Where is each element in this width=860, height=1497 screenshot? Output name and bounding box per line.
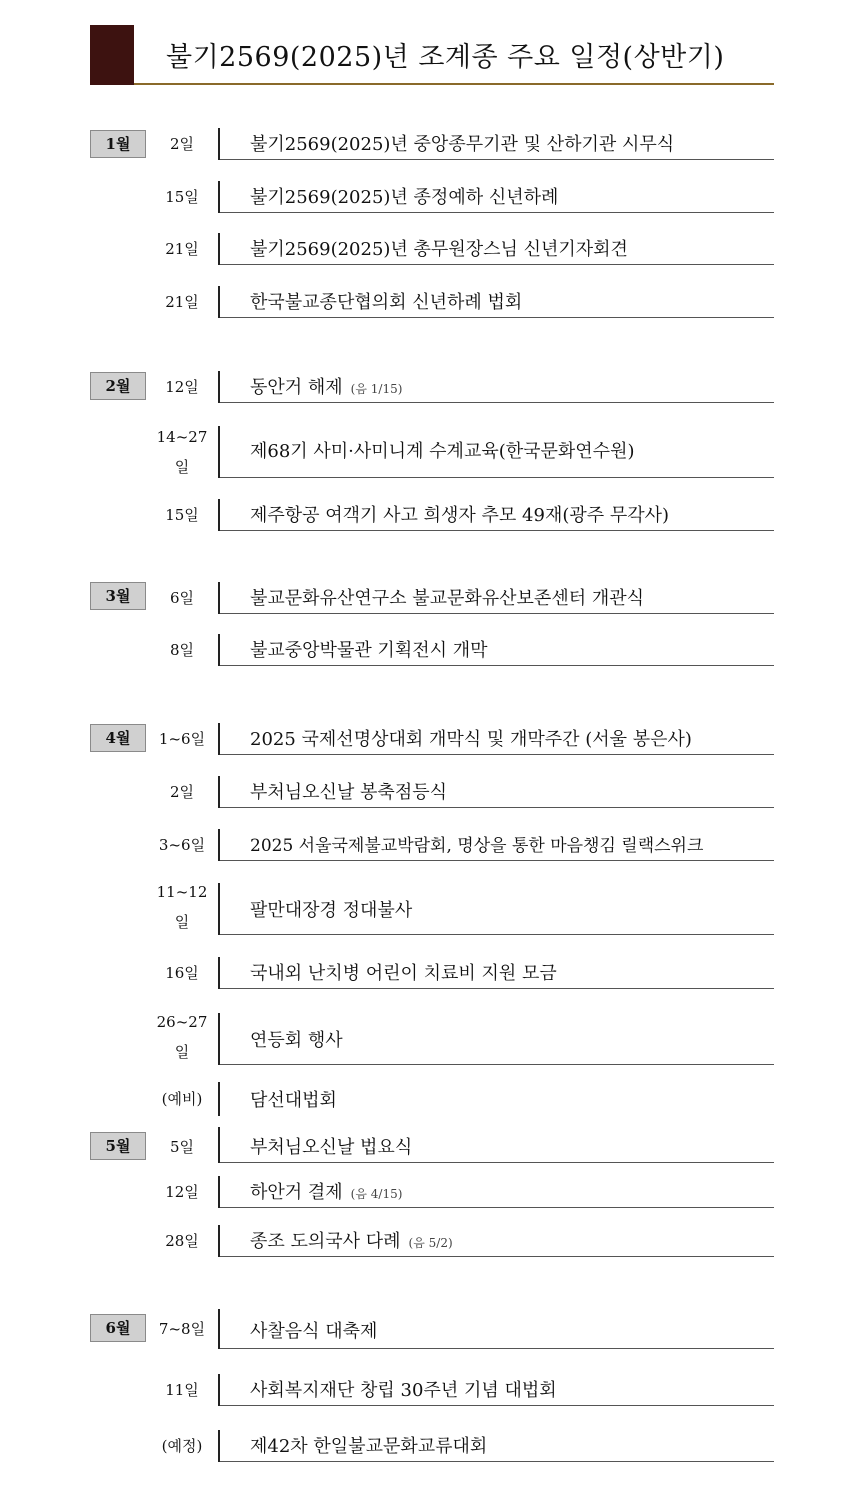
event-title: 불교문화유산연구소 불교문화유산보존센터 개관식 <box>250 588 644 609</box>
month-badge-feb: 2월 <box>90 372 146 400</box>
schedule-row <box>150 229 774 265</box>
event-day: (예비) <box>161 1090 203 1108</box>
row-rule <box>220 159 774 160</box>
schedule-row <box>150 953 774 989</box>
event-day: 6일 <box>169 589 195 607</box>
event-title: 연등회 행사 <box>250 1030 343 1051</box>
row-divider <box>218 426 220 478</box>
row-divider <box>218 233 220 265</box>
row-divider <box>218 1309 220 1349</box>
row-divider <box>218 181 220 213</box>
schedule-row <box>150 495 774 531</box>
event-day: 14~27 일 <box>156 428 208 476</box>
event-day: 16일 <box>165 964 199 982</box>
event-title: 종조 도의국사 다례 (음 5/2) <box>250 1231 453 1252</box>
event-title: 제주항공 여객기 사고 희생자 추모 49재(광주 무각사) <box>250 505 670 526</box>
schedule-row <box>150 772 774 808</box>
month-badge-jun: 6월 <box>90 1314 146 1342</box>
row-divider <box>218 957 220 989</box>
row-rule <box>220 1162 774 1163</box>
event-title: 팔만대장경 정대불사 <box>250 900 413 921</box>
row-divider <box>218 371 220 403</box>
event-day: 1~6일 <box>158 730 206 748</box>
row-divider <box>218 1127 220 1163</box>
event-day: 21일 <box>165 240 199 258</box>
event-title: 불기2569(2025)년 종정예하 신년하례 <box>250 187 559 208</box>
row-divider <box>218 286 220 318</box>
row-rule <box>220 665 774 666</box>
event-title: 부처님오신날 법요식 <box>250 1137 413 1158</box>
row-rule <box>220 317 774 318</box>
event-day: 5일 <box>169 1138 195 1156</box>
row-rule <box>220 530 774 531</box>
row-divider <box>218 499 220 531</box>
event-day: 15일 <box>165 188 199 206</box>
schedule-row <box>150 1370 774 1406</box>
schedule-row <box>150 578 774 614</box>
row-divider <box>218 1013 220 1065</box>
row-divider <box>218 634 220 666</box>
event-title: 불교중앙박물관 기획전시 개막 <box>250 640 488 661</box>
event-day: 15일 <box>165 506 199 524</box>
event-title: 불기2569(2025)년 중앙종무기관 및 산하기관 시무식 <box>250 134 675 155</box>
row-rule <box>220 807 774 808</box>
event-day: 28일 <box>165 1232 199 1250</box>
row-divider <box>218 128 220 160</box>
schedule-row <box>150 177 774 213</box>
event-title: 사회복지재단 창립 30주년 기념 대법회 <box>250 1380 557 1401</box>
event-title: 담선대법회 <box>250 1090 337 1111</box>
schedule-row <box>150 367 774 403</box>
event-title: 하안거 결제 (음 4/15) <box>250 1182 403 1203</box>
event-day: 12일 <box>165 1183 199 1201</box>
schedule-row <box>150 825 774 861</box>
row-rule <box>220 402 774 403</box>
schedule-row <box>150 124 774 160</box>
event-title: 한국불교종단협의회 신년하례 법회 <box>250 292 523 313</box>
row-divider <box>218 1082 220 1116</box>
event-day: 11~12 일 <box>156 883 208 931</box>
page-header <box>90 25 774 85</box>
month-badge-jan: 1월 <box>90 130 146 158</box>
row-rule <box>220 477 774 478</box>
row-rule <box>220 212 774 213</box>
schedule-row <box>150 719 774 755</box>
event-title: 부처님오신날 봉축점등식 <box>250 782 447 803</box>
schedule-row <box>150 282 774 318</box>
schedule-row <box>150 1127 774 1163</box>
event-day: 2일 <box>169 135 195 153</box>
event-title: 국내외 난치병 어린이 치료비 지원 모금 <box>250 963 557 984</box>
schedule-row <box>150 630 774 666</box>
schedule-row <box>150 1221 774 1257</box>
event-day: 7~8일 <box>158 1320 206 1338</box>
row-divider <box>218 776 220 808</box>
event-day: 26~27 일 <box>156 1013 208 1061</box>
schedule-row <box>150 1080 774 1116</box>
row-rule <box>220 988 774 989</box>
row-rule <box>220 1064 774 1065</box>
title-underline <box>134 83 774 85</box>
schedule-row <box>150 1309 774 1349</box>
row-rule <box>220 1461 774 1462</box>
event-day: (예정) <box>161 1437 203 1455</box>
row-rule <box>220 613 774 614</box>
event-title: 제68기 사미·사미니계 수계교육(한국문화연수원) <box>250 441 635 462</box>
month-badge-apr: 4월 <box>90 724 146 752</box>
row-divider <box>218 829 220 861</box>
event-day: 21일 <box>165 293 199 311</box>
row-rule <box>220 1348 774 1349</box>
schedule-row <box>150 877 774 935</box>
event-day: 2일 <box>169 783 195 801</box>
schedule-row <box>150 1172 774 1208</box>
event-title: 사찰음식 대축제 <box>250 1321 378 1342</box>
row-divider <box>218 1430 220 1462</box>
row-divider <box>218 1374 220 1406</box>
month-badge-may: 5월 <box>90 1132 146 1160</box>
schedule-row <box>150 420 774 478</box>
page-title: 불기2569(2025)년 조계종 주요 일정(상반기) <box>166 42 725 73</box>
month-badge-mar: 3월 <box>90 582 146 610</box>
row-divider <box>218 723 220 755</box>
event-day: 11일 <box>165 1381 199 1399</box>
event-day: 12일 <box>165 378 199 396</box>
row-rule <box>220 1207 774 1208</box>
event-day: 3~6일 <box>158 836 206 854</box>
event-title: 제42차 한일불교문화교류대회 <box>250 1436 488 1457</box>
event-title: 불기2569(2025)년 총무원장스님 신년기자회견 <box>250 239 628 260</box>
event-day: 8일 <box>169 641 195 659</box>
row-divider <box>218 1225 220 1257</box>
row-rule <box>220 1256 774 1257</box>
row-divider <box>218 883 220 935</box>
schedule-row <box>150 1007 774 1065</box>
row-rule <box>220 934 774 935</box>
row-rule <box>220 1405 774 1406</box>
event-title: 동안거 해제 (음 1/15) <box>250 377 403 398</box>
event-title: 2025 국제선명상대회 개막식 및 개막주간 (서울 봉은사) <box>250 729 692 750</box>
row-divider <box>218 1176 220 1208</box>
event-title: 2025 서울국제불교박람회, 명상을 통한 마음챙김 릴랙스위크 <box>250 836 704 856</box>
row-divider <box>218 582 220 614</box>
row-rule <box>220 754 774 755</box>
row-rule <box>220 264 774 265</box>
schedule-row <box>150 1426 774 1462</box>
title-accent-block <box>90 25 134 85</box>
row-rule <box>220 860 774 861</box>
